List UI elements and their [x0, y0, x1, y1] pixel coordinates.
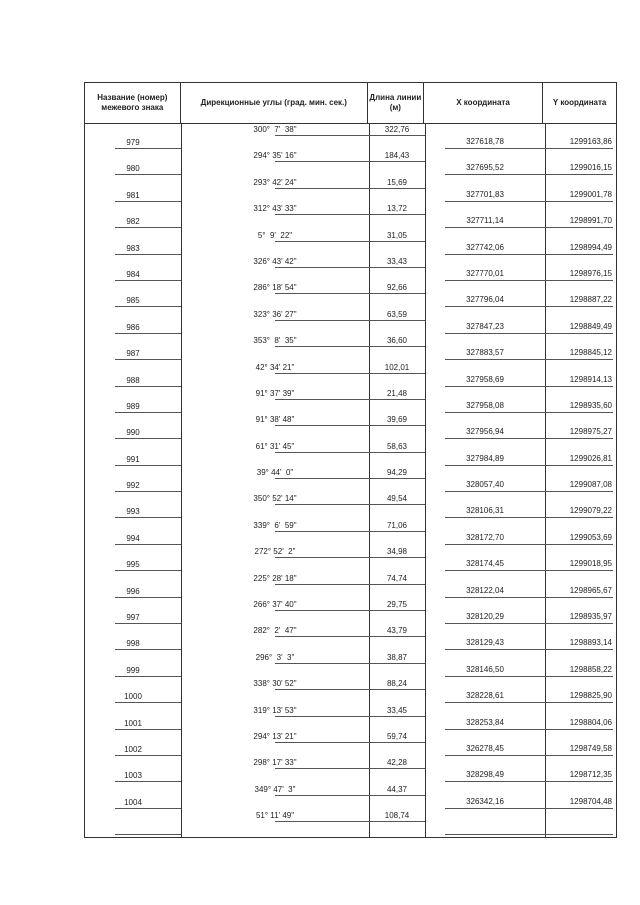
x-coordinate-cell: 328228,61	[466, 691, 504, 701]
x-coordinate-cell: 327770,01	[466, 268, 504, 278]
x-coordinate-cell: 327847,23	[466, 321, 504, 331]
row-rule	[115, 254, 181, 255]
table-row	[85, 493, 616, 519]
line-length-cell: 63,59	[386, 309, 408, 319]
direction-angle-cell: 294° 35' 16"	[253, 151, 297, 161]
row-rule	[275, 452, 425, 453]
row-rule	[115, 465, 181, 466]
x-coordinate-cell: 327711,14	[466, 216, 504, 226]
row-rule	[115, 834, 181, 835]
line-length-cell: 34,98	[386, 547, 408, 557]
direction-angle-cell: 298° 17' 33"	[253, 758, 297, 768]
table-row	[85, 362, 616, 388]
x-coordinate-cell: 328253,84	[466, 717, 504, 727]
table-row	[85, 150, 616, 176]
row-rule	[275, 557, 425, 558]
direction-angle-cell: 339° 6' 59"	[253, 520, 297, 530]
direction-angle-cell: 326° 43' 42"	[253, 256, 297, 266]
x-coordinate-cell: 328057,40	[466, 480, 504, 490]
row-rule	[275, 768, 425, 769]
row-rule	[115, 544, 181, 545]
row-rule	[275, 267, 425, 268]
y-coordinate-cell: 1298804,06	[569, 717, 612, 727]
row-rule	[115, 781, 181, 782]
row-rule	[115, 570, 181, 571]
x-coordinate-cell: 327796,04	[466, 295, 504, 305]
header-x-coordinate: X координата	[424, 83, 544, 123]
x-coordinate-cell: 328106,31	[466, 506, 504, 516]
y-coordinate-cell: 1298965,67	[569, 585, 612, 595]
point-name-cell: 981	[126, 190, 140, 200]
table-row	[85, 441, 616, 467]
x-coordinate-cell: 327742,06	[466, 242, 504, 252]
line-length-cell: 322,76	[384, 125, 410, 134]
table-row	[85, 256, 616, 282]
row-rule	[445, 676, 613, 677]
row-rule	[115, 623, 181, 624]
y-coordinate-cell: 1298887,22	[569, 295, 612, 305]
header-y-coordinate: Y координата	[552, 98, 607, 107]
point-name-cell: 1001	[124, 718, 142, 728]
x-coordinate-cell: 327958,69	[466, 374, 504, 384]
table-row	[85, 810, 616, 836]
y-coordinate-cell: 1298991,70	[569, 216, 612, 226]
line-length-cell: 92,66	[386, 283, 408, 293]
table-header	[84, 82, 617, 124]
point-name-cell: 990	[126, 428, 140, 438]
line-length-cell: 21,48	[386, 388, 408, 398]
y-coordinate-cell: 1298893,14	[569, 638, 612, 648]
direction-angle-cell: 294° 13' 21"	[253, 731, 297, 741]
line-length-cell: 108,74	[384, 811, 410, 821]
row-rule	[275, 504, 425, 505]
line-length-cell: 29,75	[386, 600, 408, 610]
table-row	[85, 546, 616, 572]
coordinates-table	[84, 82, 617, 838]
line-length-cell: 71,06	[386, 520, 408, 530]
row-rule	[445, 702, 613, 703]
y-coordinate-cell: 1299087,08	[569, 480, 612, 490]
header-line-length: Длина линии (м)	[368, 83, 424, 123]
line-length-cell: 59,74	[386, 731, 408, 741]
direction-angle-cell: 91° 38' 48"	[255, 415, 295, 425]
table-row	[85, 309, 616, 335]
row-rule	[275, 663, 425, 664]
point-name-cell: 982	[126, 217, 140, 227]
point-name-cell: 998	[126, 639, 140, 649]
line-length-cell: 49,54	[386, 494, 408, 504]
row-rule	[115, 227, 181, 228]
table-row	[85, 705, 616, 731]
point-name-cell: 983	[126, 243, 140, 253]
line-length-cell: 102,01	[384, 362, 410, 372]
row-rule	[445, 781, 613, 782]
row-rule	[445, 306, 613, 307]
x-coordinate-cell: 327958,08	[466, 400, 504, 410]
line-length-cell: 58,63	[386, 441, 408, 451]
table-row	[85, 335, 616, 361]
direction-angle-cell: 51° 11' 49"	[255, 811, 295, 821]
row-rule	[445, 359, 613, 360]
direction-angle-cell: 91° 37' 39"	[255, 388, 295, 398]
direction-angle-cell: 323° 36' 27"	[253, 309, 297, 319]
point-name-cell: 985	[126, 296, 140, 306]
x-coordinate-cell: 327695,52	[466, 163, 504, 173]
line-length-cell: 15,69	[386, 177, 408, 187]
direction-angle-cell: 296° 3' 3"	[255, 652, 295, 662]
header-point-name: Название (номер) межевого знака	[85, 83, 181, 123]
row-rule	[445, 333, 613, 334]
y-coordinate-cell: 1299079,22	[569, 506, 612, 516]
point-name-cell: 993	[126, 507, 140, 517]
direction-angle-cell: 353° 8' 35"	[253, 336, 297, 346]
direction-angle-cell: 61° 31' 45"	[255, 441, 295, 451]
point-name-cell: 980	[126, 164, 140, 174]
line-length-cell: 94,29	[386, 468, 408, 478]
x-coordinate-cell: 328129,43	[466, 638, 504, 648]
point-name-cell: 986	[126, 322, 140, 332]
row-rule	[275, 320, 425, 321]
row-rule	[445, 808, 613, 809]
table-row	[85, 731, 616, 757]
row-rule	[275, 795, 425, 796]
table-row	[85, 757, 616, 783]
x-coordinate-cell: 327956,94	[466, 427, 504, 437]
row-rule	[445, 755, 613, 756]
point-name-cell: 989	[126, 401, 140, 411]
point-name-cell: 1003	[124, 771, 142, 781]
row-rule	[275, 161, 425, 162]
y-coordinate-cell: 1299026,81	[569, 453, 612, 463]
y-coordinate-cell: 1298976,15	[569, 268, 612, 278]
y-coordinate-cell: 1299053,69	[569, 532, 612, 542]
point-name-cell: 979	[126, 138, 140, 147]
y-coordinate-cell: 1299018,95	[569, 559, 612, 569]
x-coordinate-cell: 326278,45	[466, 743, 504, 753]
row-rule	[275, 373, 425, 374]
x-coordinate-cell: 327618,78	[466, 137, 504, 146]
direction-angle-cell: 272° 52' 2"	[254, 547, 296, 557]
row-rule	[115, 729, 181, 730]
direction-angle-cell: 282° 2' 47"	[253, 626, 297, 636]
line-length-cell: 88,24	[386, 679, 408, 689]
row-rule	[445, 412, 613, 413]
x-coordinate-cell: 327883,57	[466, 348, 504, 358]
row-rule	[445, 570, 613, 571]
y-coordinate-cell: 1298935,60	[569, 400, 612, 410]
table-row	[85, 203, 616, 229]
direction-angle-cell: 286° 18' 54"	[253, 283, 297, 293]
point-name-cell: 992	[126, 481, 140, 491]
y-coordinate-cell: 1298975,27	[569, 427, 612, 437]
row-rule	[445, 517, 613, 518]
point-name-cell: 987	[126, 349, 140, 359]
row-rule	[115, 702, 181, 703]
x-coordinate-cell: 327984,89	[466, 453, 504, 463]
y-coordinate-cell: 1298914,13	[569, 374, 612, 384]
table-row	[85, 388, 616, 414]
row-rule	[115, 174, 181, 175]
y-coordinate-cell: 1298845,12	[569, 348, 612, 358]
row-rule	[445, 201, 613, 202]
table-row	[85, 467, 616, 493]
direction-angle-cell: 5° 9' 22"	[257, 230, 293, 240]
row-rule	[115, 359, 181, 360]
row-rule	[275, 689, 425, 690]
row-rule	[445, 254, 613, 255]
row-rule	[445, 834, 613, 835]
row-rule	[275, 636, 425, 637]
line-length-cell: 38,87	[386, 652, 408, 662]
row-rule	[445, 174, 613, 175]
table-row	[85, 282, 616, 308]
direction-angle-cell: 349° 47' 3"	[254, 784, 296, 794]
row-rule	[445, 386, 613, 387]
table-body	[84, 124, 617, 838]
table-row	[85, 177, 616, 203]
table-row	[85, 124, 616, 150]
row-rule	[275, 742, 425, 743]
row-rule	[275, 821, 425, 822]
y-coordinate-cell: 1298858,22	[569, 664, 612, 674]
row-rule	[115, 438, 181, 439]
row-rule	[275, 478, 425, 479]
point-name-cell: 1000	[124, 692, 142, 702]
row-rule	[115, 333, 181, 334]
direction-angle-cell: 350° 52' 14"	[253, 494, 297, 504]
row-rule	[115, 306, 181, 307]
row-rule	[275, 610, 425, 611]
row-rule	[445, 438, 613, 439]
point-name-cell: 995	[126, 560, 140, 570]
row-rule	[445, 729, 613, 730]
table-row	[85, 520, 616, 546]
row-rule	[115, 148, 181, 149]
row-rule	[115, 676, 181, 677]
row-rule	[115, 597, 181, 598]
row-rule	[275, 346, 425, 347]
row-rule	[275, 425, 425, 426]
line-length-cell: 33,45	[386, 705, 408, 715]
direction-angle-cell: 319° 13' 53"	[253, 705, 297, 715]
y-coordinate-cell: 1298749,58	[569, 743, 612, 753]
direction-angle-cell: 338° 30' 52"	[253, 679, 297, 689]
row-rule	[115, 649, 181, 650]
y-coordinate-cell: 1298712,35	[569, 770, 612, 780]
row-rule	[445, 544, 613, 545]
row-rule	[275, 584, 425, 585]
table-row	[85, 230, 616, 256]
point-name-cell: 988	[126, 375, 140, 385]
direction-angle-cell: 225° 28' 18"	[253, 573, 297, 583]
row-rule	[445, 491, 613, 492]
header-direction-angle: Дирекционные углы (град. мин. сек.)	[181, 83, 368, 123]
row-rule	[275, 716, 425, 717]
direction-angle-cell: 293° 42' 24"	[253, 177, 297, 187]
line-length-cell: 43,79	[386, 626, 408, 636]
line-length-cell: 184,43	[384, 151, 410, 161]
direction-angle-cell: 300° 7' 38"	[253, 125, 297, 134]
direction-angle-cell: 266° 37' 40"	[253, 600, 297, 610]
row-rule	[115, 808, 181, 809]
x-coordinate-cell: 328146,50	[466, 664, 504, 674]
x-coordinate-cell: 326342,16	[466, 796, 504, 806]
row-rule	[115, 412, 181, 413]
row-rule	[115, 517, 181, 518]
y-coordinate-cell: 1299163,86	[569, 137, 612, 146]
direction-angle-cell: 39° 44' 0"	[256, 468, 294, 478]
table-row	[85, 678, 616, 704]
row-rule	[115, 201, 181, 202]
row-rule	[275, 135, 425, 136]
row-rule	[275, 399, 425, 400]
point-name-cell: 994	[126, 533, 140, 543]
point-name-cell: 1002	[124, 744, 142, 754]
row-rule	[115, 280, 181, 281]
row-rule	[115, 386, 181, 387]
y-coordinate-cell: 1298704,48	[569, 796, 612, 806]
y-coordinate-cell: 1298994,49	[569, 242, 612, 252]
point-name-cell: 984	[126, 269, 140, 279]
x-coordinate-cell: 328120,29	[466, 612, 504, 622]
y-coordinate-cell: 1298825,90	[569, 691, 612, 701]
point-name-cell: 996	[126, 586, 140, 596]
row-rule	[445, 597, 613, 598]
table-row	[85, 599, 616, 625]
row-rule	[275, 188, 425, 189]
y-coordinate-cell: 1299016,15	[569, 163, 612, 173]
x-coordinate-cell: 328174,45	[466, 559, 504, 569]
y-coordinate-cell: 1298849,49	[569, 321, 612, 331]
line-length-cell: 33,43	[386, 256, 408, 266]
line-length-cell: 39,69	[386, 415, 408, 425]
row-rule	[445, 148, 613, 149]
line-length-cell: 42,28	[386, 758, 408, 768]
y-coordinate-cell: 1299001,78	[569, 189, 612, 199]
direction-angle-cell: 42° 34' 21"	[255, 362, 295, 372]
direction-angle-cell: 312° 43' 33"	[253, 204, 297, 214]
x-coordinate-cell: 328298,49	[466, 770, 504, 780]
y-coordinate-cell: 1298935,97	[569, 612, 612, 622]
table-row	[85, 652, 616, 678]
x-coordinate-cell: 327701,83	[466, 189, 504, 199]
table-row	[85, 573, 616, 599]
row-rule	[275, 214, 425, 215]
line-length-cell: 74,74	[386, 573, 408, 583]
row-rule	[445, 623, 613, 624]
table-row	[85, 625, 616, 651]
row-rule	[275, 531, 425, 532]
row-rule	[115, 755, 181, 756]
table-row	[85, 784, 616, 810]
row-rule	[275, 293, 425, 294]
point-name-cell: 997	[126, 613, 140, 623]
row-rule	[445, 649, 613, 650]
line-length-cell: 31,05	[386, 230, 408, 240]
row-rule	[445, 227, 613, 228]
row-rule	[115, 491, 181, 492]
line-length-cell: 36,60	[386, 336, 408, 346]
x-coordinate-cell: 328172,70	[466, 532, 504, 542]
x-coordinate-cell: 328122,04	[466, 585, 504, 595]
table-row	[85, 414, 616, 440]
line-length-cell: 13,72	[386, 204, 408, 214]
row-rule	[275, 241, 425, 242]
point-name-cell: 1004	[124, 797, 142, 807]
row-rule	[445, 465, 613, 466]
point-name-cell: 999	[126, 665, 140, 675]
line-length-cell: 44,37	[386, 784, 408, 794]
point-name-cell: 991	[126, 454, 140, 464]
row-rule	[445, 280, 613, 281]
